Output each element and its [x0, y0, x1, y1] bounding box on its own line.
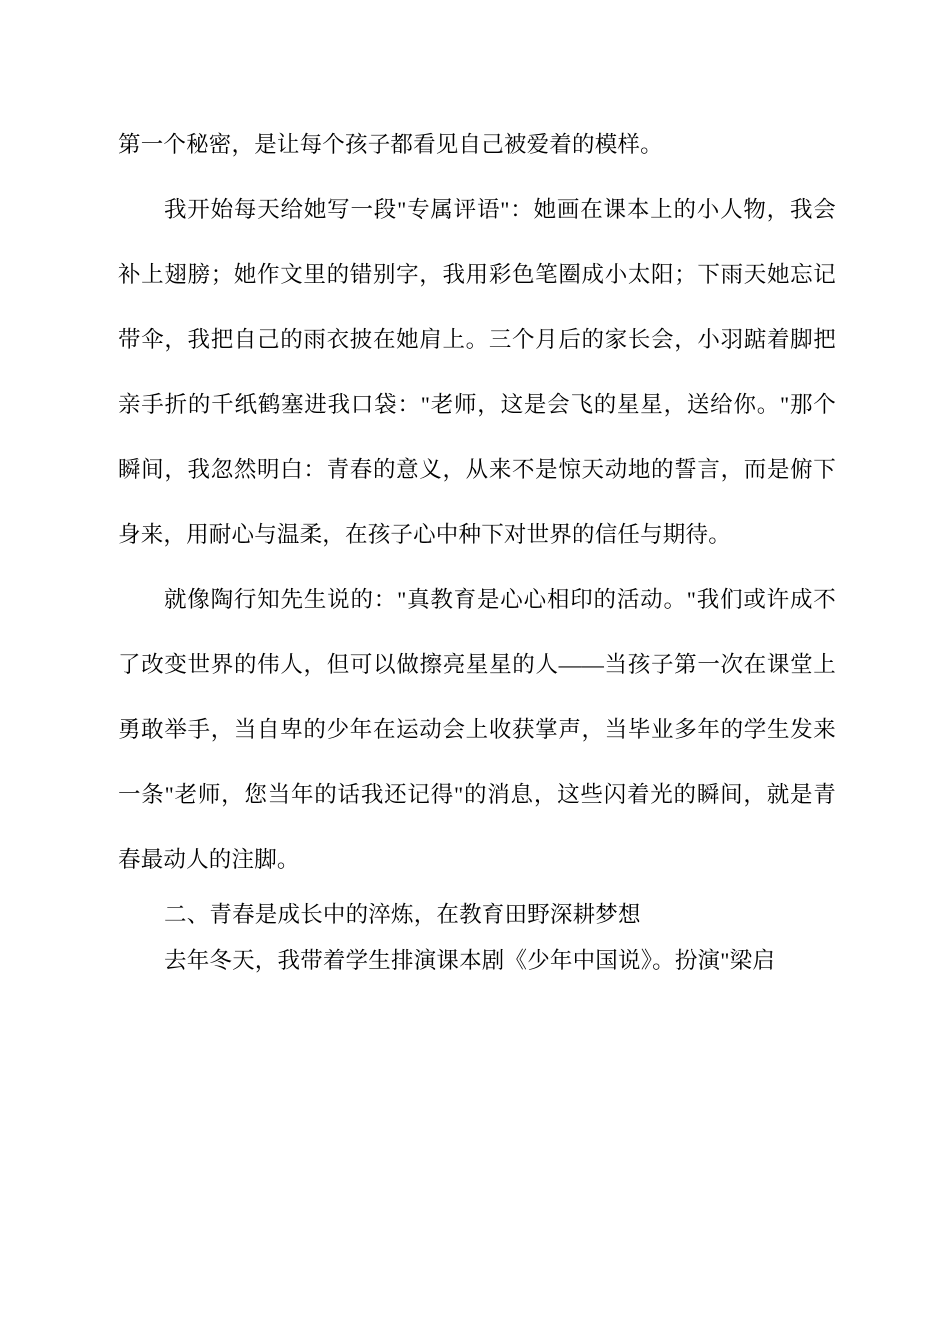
- section-heading-2: 二、青春是成长中的淬炼，在教育田野深耕梦想: [164, 902, 641, 927]
- document-body: [118, 112, 836, 984]
- paragraph-2: 我开始每天给她写一段"专属评语"：她画在课本上的小人物，我会补上翅膀；她作文里的错别字，我用彩色笔圈成小太阳；下雨天她忘记带伞，我把自己的雨衣披在她肩上。三个月后的家长会，小羽踮着脚把亲手折的千纸鹤塞进我口袋："老师，这是会飞的星星，送给你。"那个瞬间，我忽然明白：青春的意义，从来不是惊天动地的誓言，而是俯下身来，用耐心与温柔，在孩子心中种下对世界的信任与期待。: [118, 197, 836, 547]
- paragraph-5: 去年冬天，我带着学生排演课本剧《少年中国说》。扮演"梁启: [164, 948, 776, 973]
- paragraph-1: 第一个秘密，是让每个孩子都看见自己被爱着的模样。: [118, 132, 663, 157]
- paragraph-3: 就像陶行知先生说的："真教育是心心相印的活动。"我们或许成不了改变世界的伟人，但可以做擦亮星星的人——当孩子第一次在课堂上勇敢举手，当自卑的少年在运动会上收获掌声，当毕业多年的学生发来一条"老师，您当年的话我还记得"的消息，这些闪着光的瞬间，就是青春最动人的注脚。: [118, 587, 836, 872]
